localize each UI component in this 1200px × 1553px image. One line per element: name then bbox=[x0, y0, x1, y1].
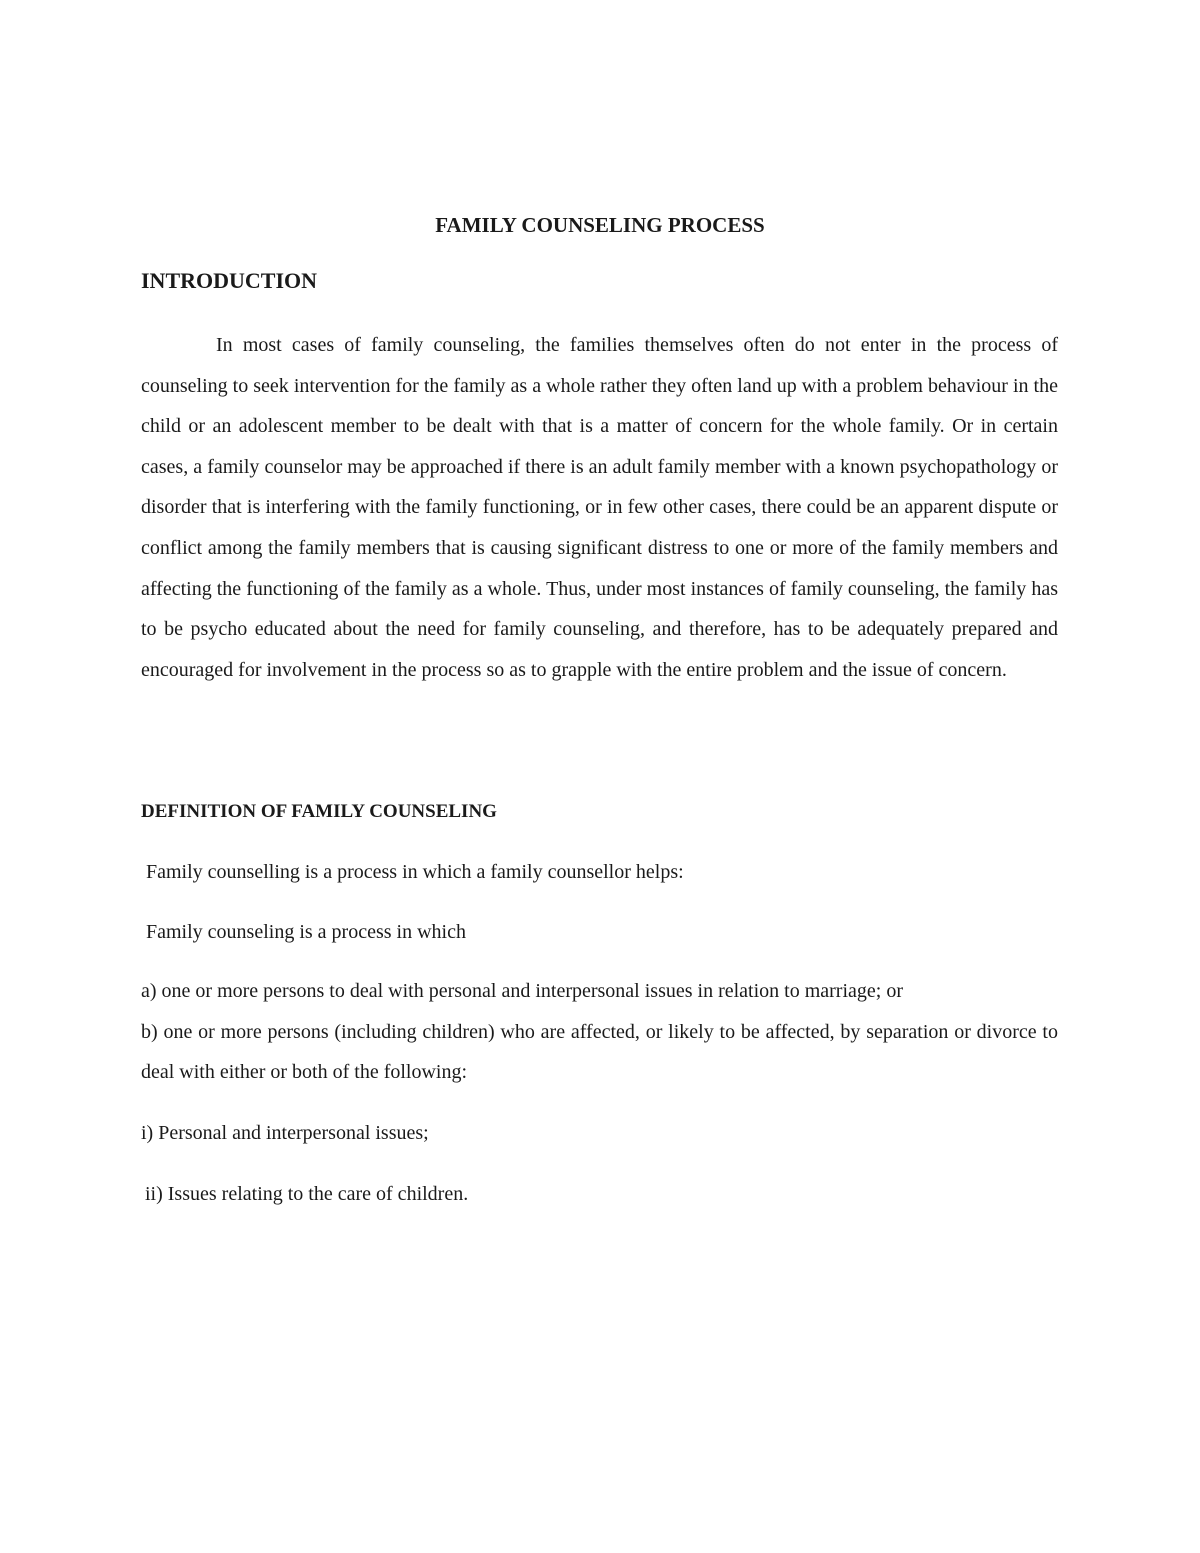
definition-line-2: Family counseling is a process in which bbox=[146, 921, 466, 943]
list-item-i: i) Personal and interpersonal issues; bbox=[141, 1122, 429, 1144]
list-item-a: a) one or more persons to deal with personal and interpersonal issues in relation to marriage; or bbox=[141, 980, 903, 1002]
definition-list bbox=[141, 971, 1058, 1093]
introduction-heading: INTRODUCTION bbox=[141, 268, 318, 293]
document-title: FAMILY COUNSELING PROCESS bbox=[435, 213, 765, 237]
introduction-paragraph: In most cases of family counseling, the families themselves often do not enter in the process of counseling to seek intervention for the family as a whole rather they often land up with a problem behaviour in the child or an adolescent member to be dealt with that is a matter of concern for the whole family. Or in certain cases, a family counselor may be approached if there is an adult family member with a known psychopathology or disorder that is interfering with the family functioning, or in few other cases, there could be an apparent dispute or conflict among the family members that is causing significant distress to one or more of the family members and affecting the functioning of the family as a whole. Thus, under most instances of family counseling, the family has to be psycho educated about the need for family counseling, and therefore, has to be adequately prepared and encouraged for involvement in the process so as to grapple with the entire problem and the issue of concern. bbox=[141, 334, 1058, 681]
list-item-ii: ii) Issues relating to the care of children. bbox=[145, 1183, 469, 1205]
list-item-b: b) one or more persons (including children) who are affected, or likely to be affected, by separation or divorce to deal with either or both of the following: bbox=[141, 1020, 1058, 1084]
definition-heading: DEFINITION OF FAMILY COUNSELING bbox=[141, 801, 497, 822]
definition-line-1: Family counselling is a process in which a family counsellor helps: bbox=[146, 861, 684, 883]
